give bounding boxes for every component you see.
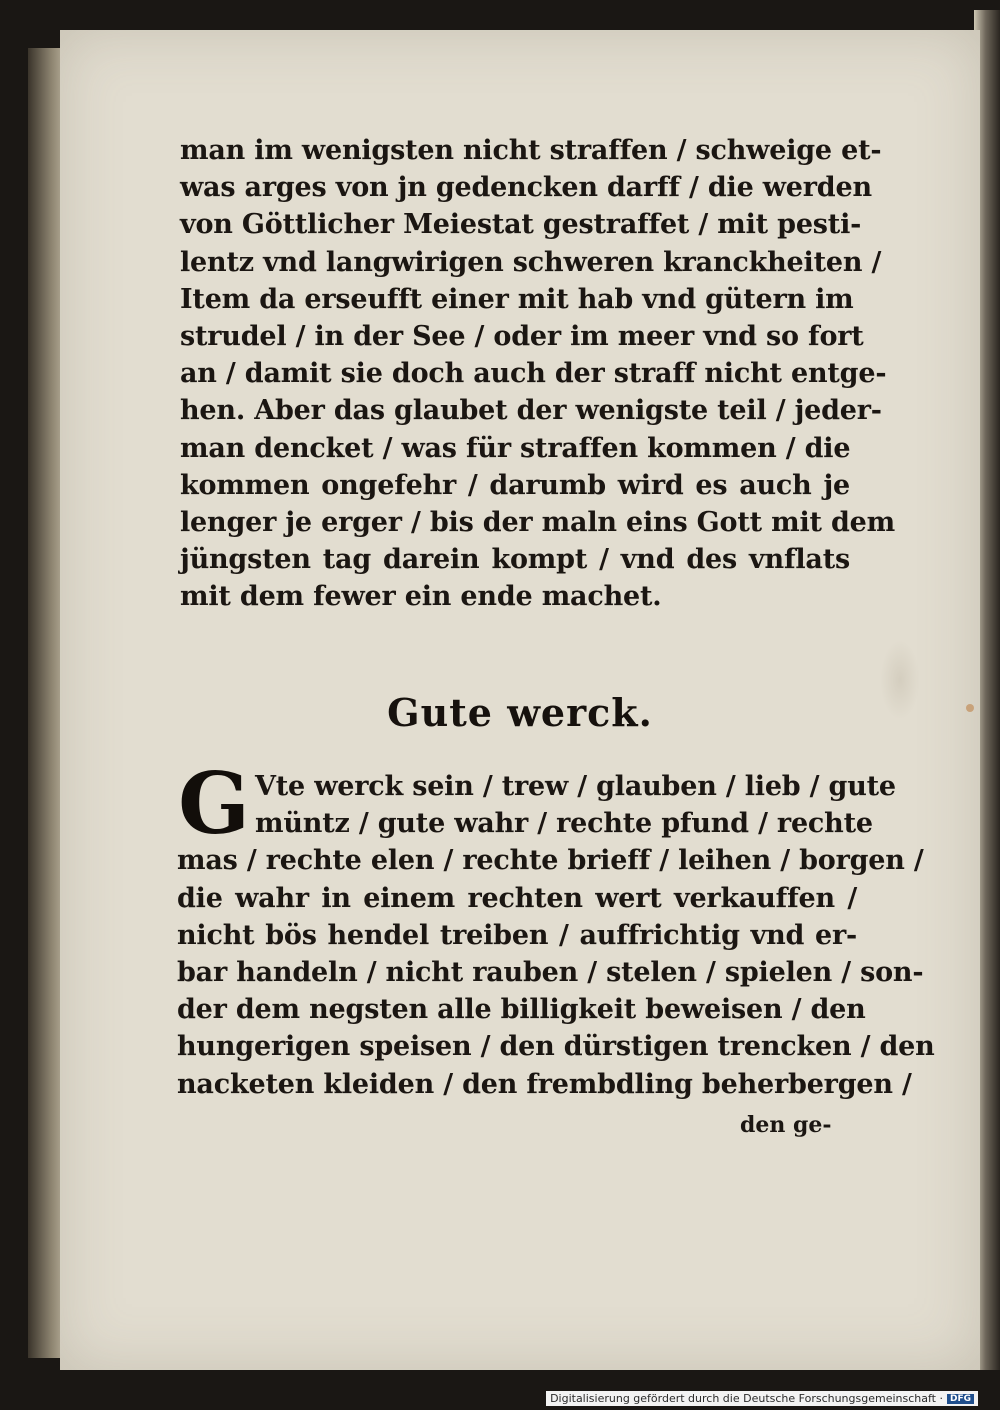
text-line: Vte werck sein / trew / glauben / lieb / gute <box>255 771 896 802</box>
text-line: müntz / gute wahr / rechte pfund / rechte <box>255 808 873 840</box>
text-line: Item da erseufft einer mit hab vnd gütern im <box>180 283 854 315</box>
text-line: lentz vnd langwirigen schweren kranckheiten / <box>180 246 882 278</box>
text-line: kommen ongefehr / darumb wird es auch je <box>180 469 850 501</box>
drop-cap: G <box>178 754 250 853</box>
text-line: bar handeln / nicht rauben / stelen / spielen / son- <box>177 956 924 988</box>
funding-text: Digitalisierung gefördert durch die Deutsche Forschungsgemeinschaft · <box>550 1392 943 1405</box>
text-line: mas / rechte elen / rechte brieff / leihen / borgen / <box>177 845 924 877</box>
funding-footer <box>546 1391 978 1406</box>
text-line: mit dem fewer ein ende machet. <box>180 581 662 613</box>
text-line: nicht bös hendel treiben / auffrichtig vnd er- <box>177 919 857 951</box>
text-line: die wahr in einem rechten wert verkauffen / <box>177 882 857 914</box>
text-line: an / damit sie doch auch der straff nicht entge- <box>180 358 887 390</box>
paragraph-2 <box>177 768 935 1103</box>
text-line: man im wenigsten nicht straffen / schweige et- <box>180 135 882 166</box>
text-line: strudel / in der See / oder im meer vnd so fort <box>180 320 864 352</box>
text-line: hen. Aber das glaubet der wenigste teil / jeder- <box>180 395 882 427</box>
text-line: lenger je erger / bis der maln eins Gott mit dem <box>180 506 896 538</box>
dfg-logo: DFG <box>947 1394 974 1404</box>
text-line: man dencket / was für straffen kommen / die <box>180 432 851 464</box>
paragraph-1 <box>180 132 896 615</box>
text-line: der dem negsten alle billigkeit beweisen / den <box>177 994 866 1026</box>
catchword: den ge- <box>740 1112 832 1138</box>
text-line: was arges von jn gedencken darff / die werden <box>180 172 872 204</box>
text-line: nacketen kleiden / den frembdling beherbergen / <box>177 1068 912 1100</box>
section-heading: Gute werck. <box>387 690 653 735</box>
text-line: von Göttlicher Meiestat gestraffet / mit pesti- <box>180 209 862 241</box>
text-line: jüngsten tag darein kompt / vnd des vnflats <box>180 544 850 576</box>
text-line: hungerigen speisen / den dürstigen trencken / den <box>177 1031 935 1063</box>
